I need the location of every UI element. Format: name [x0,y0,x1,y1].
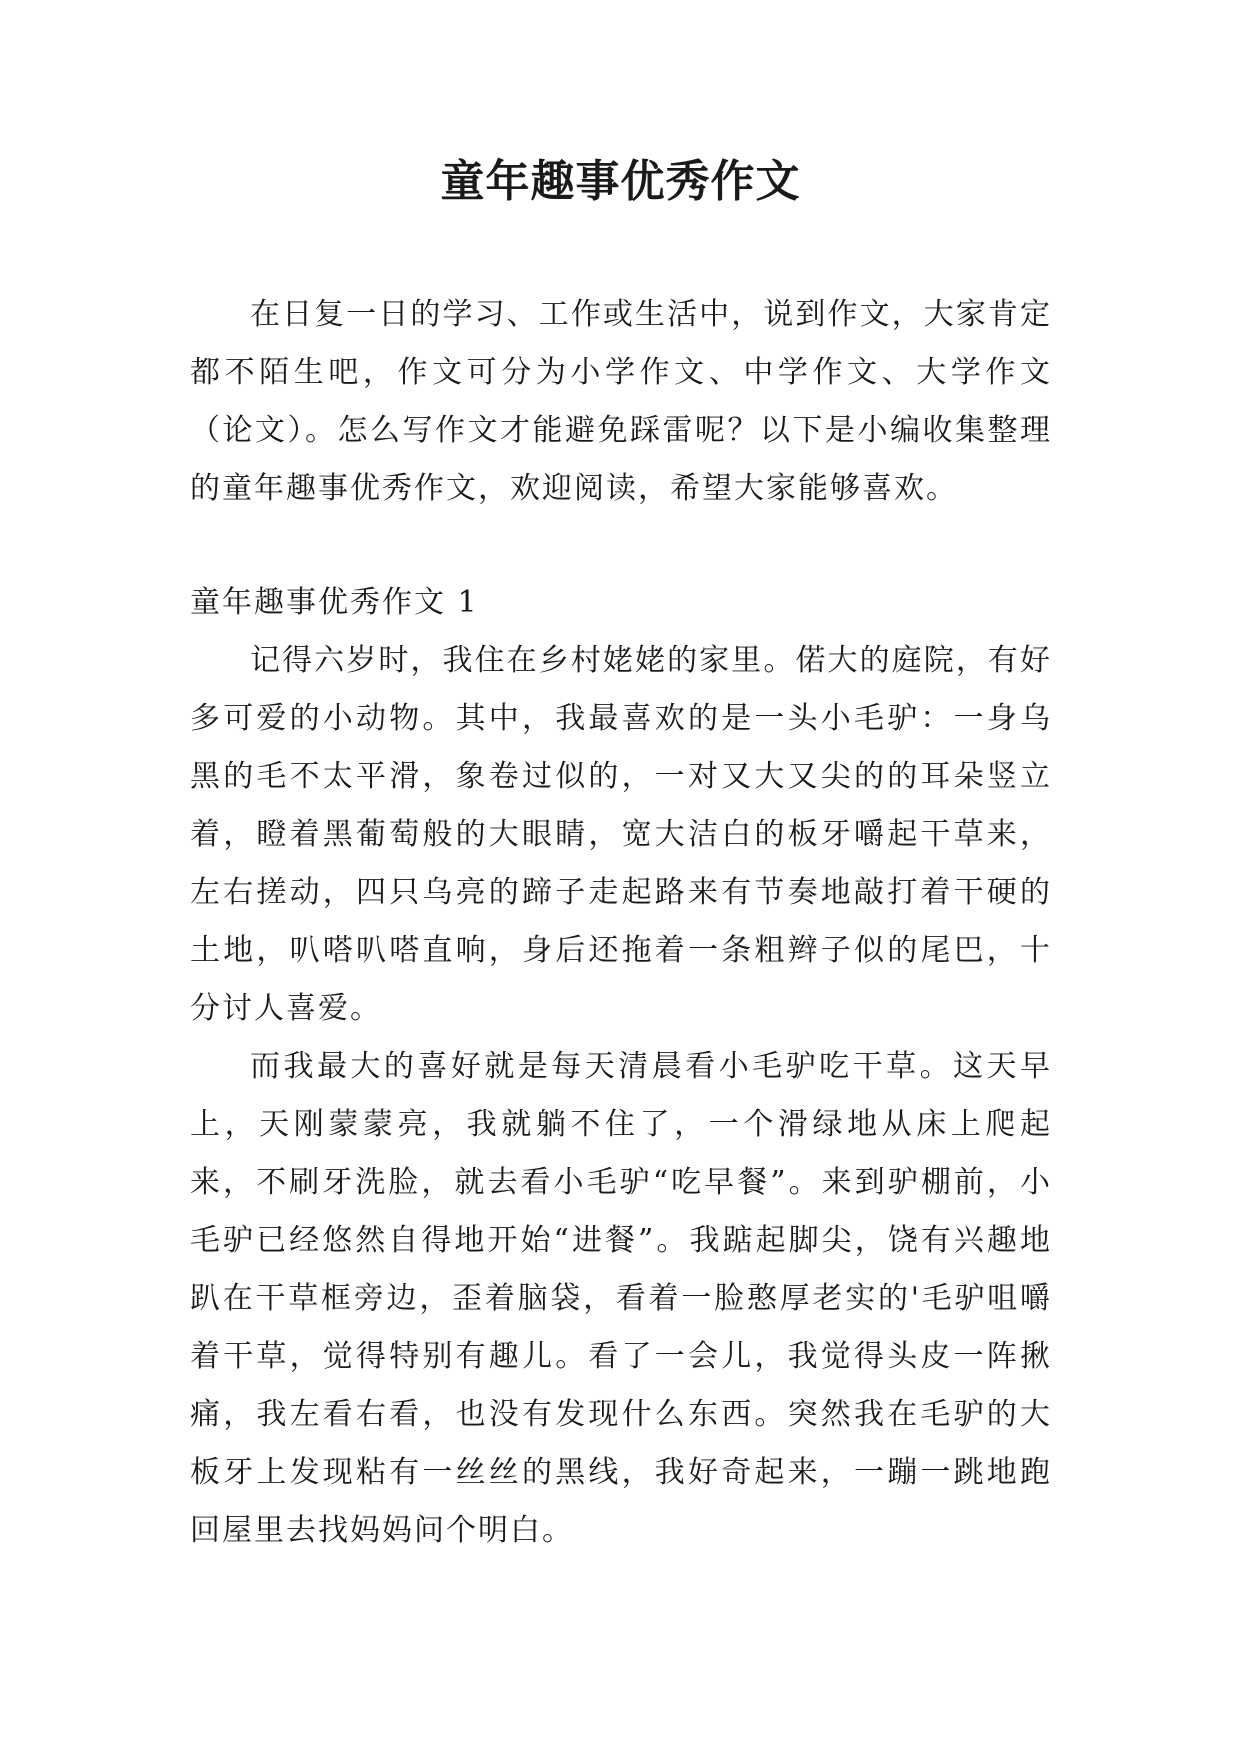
body-paragraph-1: 记得六岁时，我住在乡村姥姥的家里。偌大的庭院，有好多可爱的小动物。其中，我最喜欢的是一头小毛驴：一身乌黑的毛不太平滑，象卷过似的，一对又大又尖的的耳朵竖立着，瞪着黑葡萄般的大眼睛，宽大洁白的板牙嚼起干草来，左右搓动，四只乌亮的蹄子走起路来有节奏地敲打着干硬的土地，叭嗒叭嗒直响，身后还拖着一条粗辫子似的尾巴，十分讨人喜爱。 [190,643,1052,1026]
paragraph-gap [190,518,1052,574]
document-title: 童年趣事优秀作文 [440,156,801,207]
section-heading: 童年趣事优秀作文 1 [190,585,479,620]
document-body [190,286,1052,1560]
body-paragraph-2: 而我最大的喜好就是每天清晨看小毛驴吃干草。这天早上，天刚蒙蒙亮，我就躺不住了，一个滑绿地从床上爬起来，不刷牙洗脸，就去看小毛驴“吃早餐”。来到驴棚前，小毛驴已经悠然自得地开始“进餐”。我踮起脚尖，饶有兴趣地趴在干草框旁边，歪着脑袋，看着一脸憨厚老实的'毛驴咀嚼着干草，觉得特别有趣儿。看了一会儿，我觉得头皮一阵揪痛，我左看右看，也没有发现什么东西。突然我在毛驴的大板牙上发现粘有一丝丝的黑线，我好奇起来，一蹦一跳地跑回屋里去找妈妈问个明白。 [190,1049,1052,1548]
intro-paragraph: 在日复一日的学习、工作或生活中，说到作文，大家肯定都不陌生吧，作文可分为小学作文、中学作文、大学作文（论文）。怎么写作文才能避免踩雷呢？以下是小编收集整理的童年趣事优秀作文，欢迎阅读，希望大家能够喜欢。 [190,297,1052,506]
